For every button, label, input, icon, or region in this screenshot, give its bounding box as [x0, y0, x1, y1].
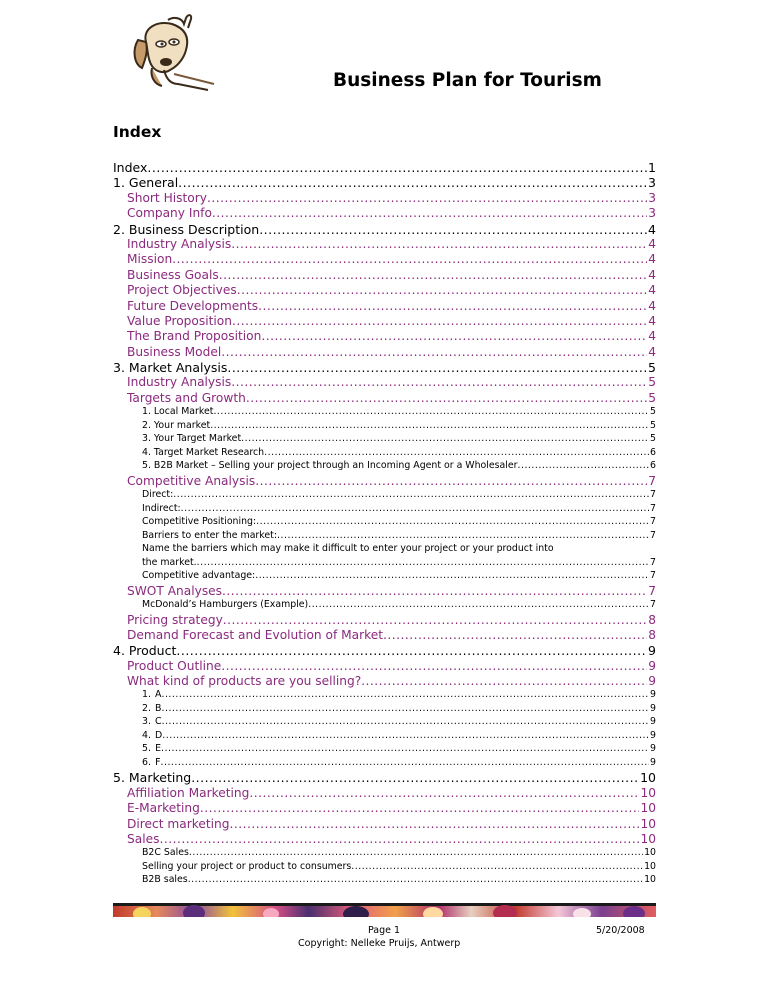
toc-entry-page: 9	[650, 743, 656, 755]
toc-entry[interactable]	[113, 345, 656, 360]
toc-entry-page: 10	[640, 816, 656, 831]
toc-leader-dots	[361, 674, 647, 688]
toc-leader-dots	[172, 252, 647, 266]
toc-entry-page: 4	[648, 252, 656, 267]
toc-entry[interactable]	[113, 314, 656, 329]
toc-entry-label: Competitive advantage:	[142, 570, 256, 582]
toc-entry[interactable]	[113, 832, 656, 847]
toc-entry-page: 9	[650, 729, 656, 741]
toc-entry-page: 7	[650, 516, 656, 528]
toc-entry	[113, 433, 656, 447]
toc-entry[interactable]	[113, 613, 656, 628]
toc-entry[interactable]	[113, 786, 656, 801]
toc-entry-page: 7	[650, 502, 656, 514]
toc-entry-page: 5	[650, 433, 656, 445]
toc-entry-label: 4. Product	[113, 643, 177, 659]
toc-entry-label: Direct marketing	[127, 816, 230, 831]
toc-leader-dots	[191, 770, 639, 785]
toc-leader-dots	[159, 832, 639, 846]
toc-entry-label: Indirect:	[142, 502, 181, 514]
toc-leader-dots	[259, 222, 647, 237]
toc-entry-page: 4	[648, 267, 656, 282]
toc-entry-label: the market.	[142, 556, 197, 568]
toc-leader-dots	[222, 584, 647, 598]
toc-entry-page: 1	[648, 160, 656, 175]
toc-entry-page: 7	[650, 570, 656, 582]
toc-leader-dots	[221, 659, 647, 673]
document-title: Business Plan for Tourism	[333, 70, 602, 91]
toc-entry-label: McDonald’s Hamburgers (Example)	[142, 599, 309, 611]
toc-entry	[113, 689, 656, 703]
toc-entry-label: A	[155, 689, 162, 701]
toc-entry[interactable]	[113, 817, 656, 832]
toc-entry	[113, 406, 656, 420]
toc-leader-dots	[264, 447, 649, 458]
toc-entry-page: 7	[650, 599, 656, 611]
toc-entry-label: 5. B2B Market – Selling your project through an Incoming Agent or a Wholesaler	[142, 460, 518, 472]
toc-entry	[113, 222, 656, 237]
toc-leader-dots	[173, 489, 649, 500]
toc-entry-number: 3.	[142, 716, 151, 728]
toc-leader-dots	[213, 406, 649, 417]
toc-entry-label: Demand Forecast and Evolution of Market	[127, 627, 384, 642]
toc-leader-dots	[160, 757, 649, 768]
toc-entry-label: Targets and Growth	[127, 390, 246, 405]
toc-entry[interactable]	[113, 283, 656, 298]
toc-leader-dots	[237, 283, 648, 297]
toc-entry-page: 6	[650, 460, 656, 472]
toc-leader-dots	[383, 628, 647, 642]
toc-leader-dots	[229, 817, 639, 831]
toc-entry	[113, 530, 656, 544]
toc-entry-label: Industry Analysis	[127, 236, 232, 251]
toc-leader-dots	[256, 516, 649, 527]
toc-entry-page: 9	[650, 716, 656, 728]
toc-leader-dots	[161, 689, 649, 700]
toc-entry-label: Company Info	[127, 206, 212, 221]
cartoon-dog-icon	[128, 14, 218, 94]
toc-entry[interactable]	[113, 474, 656, 489]
toc-entry-label: SWOT Analyses	[127, 583, 223, 598]
toc-leader-dots	[200, 801, 640, 815]
toc-entry	[113, 703, 656, 717]
toc-entry	[113, 643, 656, 658]
toc-leader-dots	[147, 160, 647, 175]
decorative-banner	[113, 903, 656, 917]
toc-entry	[113, 599, 656, 613]
toc-entry-page: 4	[648, 283, 656, 298]
toc-entry-number: 1.	[142, 689, 151, 701]
toc-entry-page: 7	[650, 556, 656, 568]
toc-leader-dots	[246, 391, 647, 405]
toc-entry[interactable]	[113, 191, 656, 206]
toc-entry	[113, 716, 656, 730]
toc-entry-page: 5	[648, 360, 656, 376]
toc-entry-label: Mission	[127, 252, 173, 267]
toc-entry[interactable]	[113, 237, 656, 252]
toc-entry-page: 7	[648, 583, 656, 598]
toc-entry-label: Sales	[127, 832, 160, 847]
toc-entry-label: Competitive Positioning:	[142, 516, 257, 528]
toc-leader-dots	[212, 206, 647, 220]
toc-entry-page: 4	[648, 236, 656, 251]
toc-entry-number: 5.	[142, 743, 151, 755]
toc-entry-label: F	[155, 756, 161, 768]
toc-entry-label: Name the barriers which may make it difficult to enter your project or your product into	[142, 543, 554, 555]
toc-entry-page: 8	[648, 627, 656, 642]
toc-entry-number: 6.	[142, 756, 151, 768]
toc-entry	[113, 874, 656, 888]
toc-entry-page: 10	[644, 847, 656, 859]
toc-entry[interactable]	[113, 299, 656, 314]
toc-leader-dots	[223, 613, 647, 627]
toc-entry-number: 4.	[142, 729, 151, 741]
toc-entry-page: 4	[648, 344, 656, 359]
toc-entry-page: 4	[648, 298, 656, 313]
toc-entry-label: 2. Business Description	[113, 221, 260, 237]
toc-entry-page: 5	[648, 390, 656, 405]
toc-entry	[113, 447, 656, 461]
toc-leader-dots	[221, 345, 647, 359]
toc-entry-label: D	[155, 729, 163, 741]
toc-entry[interactable]	[113, 268, 656, 283]
toc-entry	[113, 360, 656, 375]
toc-entry-label: E	[155, 743, 161, 755]
toc-entry	[113, 743, 656, 757]
toc-entry-label: Project Objectives	[127, 283, 237, 298]
toc-leader-dots	[161, 703, 649, 714]
toc-entry	[113, 861, 656, 875]
toc-leader-dots	[261, 329, 647, 343]
toc-leader-dots	[197, 557, 649, 568]
toc-entry[interactable]	[113, 801, 656, 816]
toc-entry-label: Index	[113, 160, 148, 175]
toc-entry	[113, 730, 656, 744]
toc-leader-dots	[232, 314, 647, 328]
toc-entry[interactable]	[113, 206, 656, 221]
table-of-contents	[113, 160, 656, 888]
toc-entry-label: Business Model	[127, 344, 222, 359]
toc-entry-page: 4	[648, 329, 656, 344]
toc-leader-dots	[258, 299, 647, 313]
toc-entry-page: 9	[648, 643, 656, 659]
toc-leader-dots	[207, 191, 647, 205]
toc-entry-page: 6	[650, 446, 656, 458]
toc-leader-dots	[161, 743, 649, 754]
toc-entry	[113, 543, 656, 557]
toc-entry	[113, 516, 656, 530]
toc-entry-page: 4	[648, 313, 656, 328]
toc-leader-dots	[255, 474, 647, 488]
toc-entry	[113, 503, 656, 517]
toc-entry-page: 5	[650, 406, 656, 418]
toc-leader-dots	[277, 530, 649, 541]
toc-entry-page: 8	[648, 612, 656, 627]
toc-entry-page: 5	[650, 419, 656, 431]
toc-entry-page: 10	[640, 785, 656, 800]
toc-leader-dots	[162, 730, 649, 741]
toc-leader-dots	[231, 375, 647, 389]
toc-entry	[113, 420, 656, 434]
footer-copyright: Copyright: Nelleke Pruijs, Antwerp	[298, 938, 461, 949]
toc-entry-label: 3. Market Analysis	[113, 360, 228, 376]
toc-entry-page: 3	[648, 206, 656, 221]
toc-entry-label: 1. General	[113, 175, 179, 191]
toc-entry-page: 9	[650, 702, 656, 714]
toc-entry	[113, 557, 656, 571]
toc-entry-label: Selling your project or product to consumers	[142, 860, 352, 872]
toc-entry	[113, 757, 656, 771]
toc-entry-label: 4. Target Market Research	[142, 446, 265, 458]
toc-entry-page: 9	[650, 756, 656, 768]
toc-entry-label: 1. Local Market	[142, 406, 214, 418]
toc-entry-label: B2C Sales	[142, 847, 189, 859]
toc-entry-page: 3	[648, 175, 656, 191]
toc-entry[interactable]	[113, 329, 656, 344]
toc-entry-label: 2. Your market	[142, 419, 211, 431]
toc-entry-label: Business Goals	[127, 267, 219, 282]
toc-entry[interactable]	[113, 628, 656, 643]
toc-entry-label: The Brand Proposition	[127, 329, 262, 344]
toc-leader-dots	[176, 643, 647, 658]
toc-leader-dots	[241, 433, 649, 444]
toc-leader-dots	[219, 268, 648, 282]
index-heading: Index	[113, 123, 162, 141]
toc-leader-dots	[249, 786, 639, 800]
toc-entry-label: Affiliation Marketing	[127, 785, 250, 800]
toc-entry-label: What kind of products are you selling?	[127, 674, 362, 689]
toc-entry-page: 5	[648, 375, 656, 390]
toc-entry-page: 7	[650, 489, 656, 501]
toc-entry[interactable]	[113, 252, 656, 267]
toc-entry[interactable]	[113, 375, 656, 390]
toc-entry-page: 10	[644, 874, 656, 886]
toc-entry-label: B2B sales	[142, 874, 188, 886]
toc-entry[interactable]	[113, 659, 656, 674]
toc-entry-page: 7	[650, 529, 656, 541]
toc-entry	[113, 160, 656, 175]
toc-entry-page: 10	[640, 832, 656, 847]
toc-entry-label: C	[155, 716, 162, 728]
toc-entry[interactable]	[113, 391, 656, 406]
toc-entry	[113, 847, 656, 861]
toc-entry[interactable]	[113, 674, 656, 689]
toc-entry-label: 3. Your Target Market	[142, 433, 242, 445]
toc-entry-label: Future Developments	[127, 298, 259, 313]
toc-leader-dots	[178, 175, 647, 190]
toc-leader-dots	[351, 861, 643, 872]
toc-leader-dots	[231, 237, 647, 251]
toc-entry	[113, 570, 656, 584]
toc-entry-label: Barriers to enter the market:	[142, 529, 277, 541]
toc-entry	[113, 460, 656, 474]
toc-leader-dots	[181, 503, 649, 514]
toc-entry-page: 10	[640, 770, 656, 786]
toc-entry-label: B	[155, 702, 162, 714]
toc-leader-dots	[162, 716, 649, 727]
toc-entry-label: Value Proposition	[127, 313, 232, 328]
toc-leader-dots	[308, 599, 649, 610]
toc-entry-label: Pricing strategy	[127, 612, 223, 627]
toc-entry-page: 9	[650, 689, 656, 701]
toc-leader-dots	[517, 460, 649, 471]
toc-entry-page: 9	[648, 658, 656, 673]
toc-entry-label: Short History	[127, 190, 207, 205]
toc-entry-number: 2.	[142, 702, 151, 714]
toc-entry-page: 3	[648, 190, 656, 205]
toc-entry	[113, 770, 656, 785]
toc-entry	[113, 489, 656, 503]
toc-entry-label: Product Outline	[127, 658, 222, 673]
toc-entry-label: Direct:	[142, 489, 174, 501]
toc-leader-dots	[255, 570, 649, 581]
toc-entry-label: E-Marketing	[127, 801, 200, 816]
toc-leader-dots	[189, 847, 643, 858]
toc-entry	[113, 175, 656, 190]
footer-page-number: Page 1	[368, 925, 401, 936]
toc-entry[interactable]	[113, 584, 656, 599]
toc-entry-label: Competitive Analysis	[127, 473, 256, 488]
toc-entry-label: 5. Marketing	[113, 770, 192, 786]
toc-entry-page: 7	[648, 473, 656, 488]
toc-leader-dots	[188, 874, 643, 885]
toc-entry-page: 4	[648, 221, 656, 237]
toc-entry-page: 10	[640, 801, 656, 816]
toc-entry-label: Industry Analysis	[127, 375, 232, 390]
toc-entry-page: 10	[644, 860, 656, 872]
footer-date: 5/20/2008	[596, 925, 645, 936]
toc-leader-dots	[227, 360, 647, 375]
toc-leader-dots	[210, 420, 649, 431]
toc-entry-page: 9	[648, 674, 656, 689]
